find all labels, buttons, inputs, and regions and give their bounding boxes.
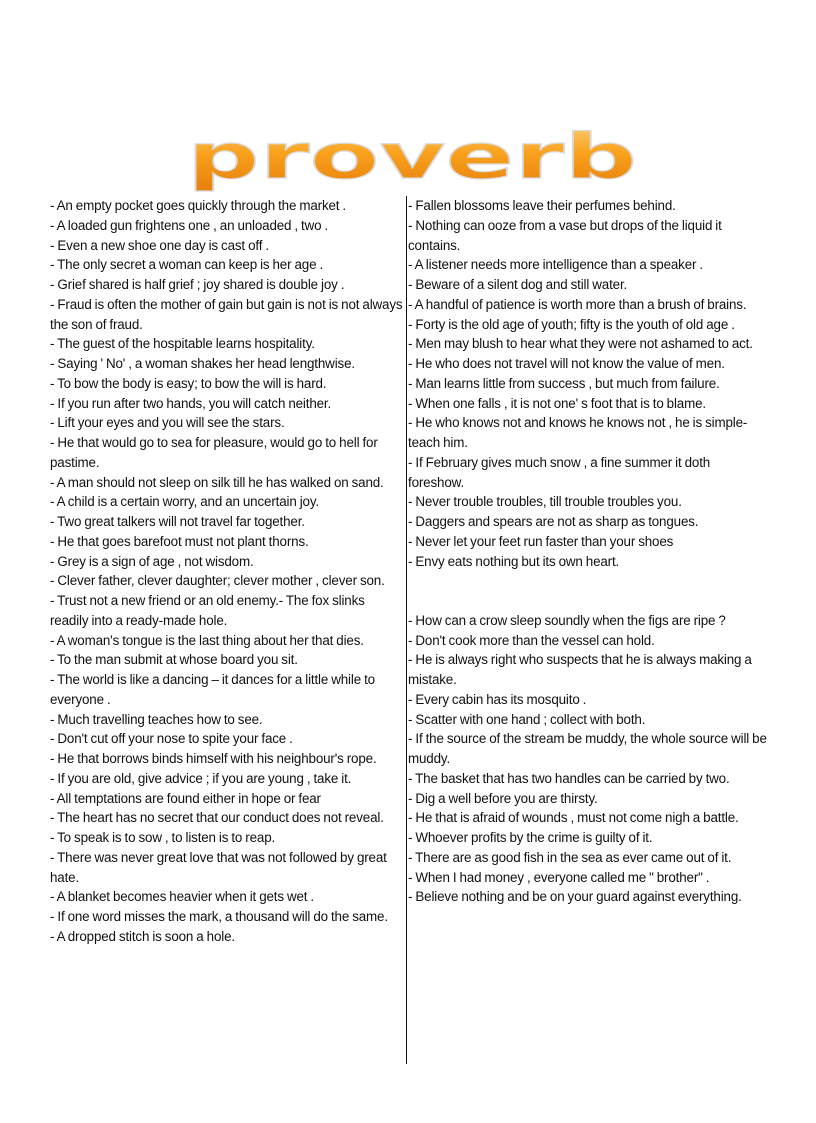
proverb-item: - Believe nothing and be on your guard against everything. — [408, 889, 742, 905]
proverb-item: - There are as good fish in the sea as ever came out of it. — [408, 849, 732, 865]
page-title-wordart — [184, 128, 640, 192]
proverb-item: - Never let your feet run faster than your shoes — [408, 533, 674, 549]
page-title-text: proverb — [187, 128, 637, 192]
proverb-item: - He that is afraid of wounds , must not come nigh a battle. — [408, 810, 739, 826]
proverb-item: - To bow the body is easy; to bow the will is hard. — [50, 375, 327, 391]
proverb-item: - A dropped stitch is soon a hole. — [50, 928, 235, 944]
proverb-item: - Envy eats nothing but its own heart. — [408, 553, 620, 569]
proverb-item: - Whoever profits by the crime is guilty of it. — [408, 830, 653, 845]
proverb-item: - The guest of the hospitable learns hospitality. — [50, 336, 315, 352]
right-column-bottom-list — [408, 611, 768, 907]
proverb-item: - He that would go to sea for pleasure, would go to hell for pastime. — [50, 435, 378, 470]
proverb-item: - If you run after two hands, you will catch neither. — [50, 395, 332, 411]
proverb-item: - A handful of patience is worth more than a brush of brains. — [408, 296, 747, 312]
proverb-item: - A blanket becomes heavier when it gets wet . — [50, 889, 315, 905]
proverb-item: - Lift your eyes and you will see the stars. — [50, 415, 285, 431]
proverb-item: - An empty pocket goes quickly through the market . — [50, 198, 346, 213]
proverb-item: - Man learns little from success , but much from failure. — [408, 375, 720, 391]
proverb-item: - Nothing can ooze from a vase but drops of the liquid it contains. — [408, 217, 722, 253]
proverb-item: - Forty is the old age of youth; fifty is the youth of old age . — [408, 316, 735, 332]
proverb-item: - How can a crow sleep soundly when the figs are ripe ? — [408, 612, 726, 628]
proverb-item: - Clever father, clever daughter; clever mother , clever son. — [50, 573, 385, 589]
proverb-item: - Two great talkers will not travel far together. — [50, 514, 305, 529]
proverb-item: - All temptations are found either in hope or fear — [50, 790, 321, 806]
proverb-item: - The world is like a dancing – it dances for a little while to everyone . — [50, 672, 375, 707]
proverb-item: - A loaded gun frightens one , an unloaded , two . — [50, 217, 329, 233]
proverb-item: - The basket that has two handles can be carried by two. — [408, 770, 730, 786]
right-column — [408, 196, 768, 907]
proverb-item: - Even a new shoe one day is cast off . — [50, 237, 269, 253]
proverb-item: - He that borrows binds himself with his neighbour's rope. — [50, 751, 377, 766]
proverb-item: - There was never great love that was not followed by great hate. — [50, 849, 387, 885]
proverb-item: - A listener needs more intelligence than a speaker . — [408, 257, 703, 273]
proverb-item: - Don't cut off your nose to spite your face . — [50, 731, 293, 747]
page-title — [184, 128, 640, 192]
proverb-item: - Never trouble troubles, till trouble troubles you. — [408, 494, 682, 510]
proverb-item: - Saying ' No' , a woman shakes her head lengthwise. — [50, 356, 355, 371]
proverb-item: - If the source of the stream be muddy, the whole source will be muddy. — [408, 731, 767, 766]
proverb-item: - Fallen blossoms leave their perfumes behind. — [408, 198, 676, 213]
proverb-item: - He who knows not and knows he knows not , he is simple- teach him. — [408, 415, 748, 450]
proverb-item: - Every cabin has its mosquito . — [408, 691, 587, 707]
proverb-item: - He that goes barefoot must not plant thorns. — [50, 533, 309, 549]
proverb-item: - Beware of a silent dog and still water. — [408, 277, 628, 292]
proverb-item: - A child is a certain worry, and an uncertain joy. — [50, 494, 319, 510]
proverb-item: - Daggers and spears are not as sharp as tongues. — [408, 514, 699, 529]
proverb-item: - He who does not travel will not know the value of men. — [408, 356, 725, 371]
proverb-item: - Trust not a new friend or an old enemy.- The fox slinks readily into a ready-made hole. — [50, 593, 365, 628]
proverb-item: - Grief shared is half grief ; joy shared is double joy . — [50, 277, 345, 292]
proverb-item: - Don't cook more than the vessel can hold. — [408, 632, 655, 648]
proverb-item: - To the man submit at whose board you sit. — [50, 652, 298, 668]
proverb-item: - If you are old, give advice ; if you are young , take it. — [50, 770, 352, 786]
column-divider — [406, 196, 407, 1064]
proverb-item: - When one falls , it is not one' s foot that is to blame. — [408, 395, 706, 411]
proverb-item: - Grey is a sign of age , not wisdom. — [50, 553, 254, 569]
proverb-item: - Much travelling teaches how to see. — [50, 711, 263, 727]
proverb-item: - Men may blush to hear what they were not ashamed to act. — [408, 336, 753, 352]
proverb-item: - The only secret a woman can keep is her age . — [50, 257, 324, 273]
proverb-item: - Fraud is often the mother of gain but gain is not is not always the son of fraud. — [50, 296, 403, 332]
proverb-item: - To speak is to sow , to listen is to reap. — [50, 830, 276, 845]
proverb-item: - A man should not sleep on silk till he has walked on sand. — [50, 474, 384, 490]
proverb-item: - When I had money , everyone called me " brother" . — [408, 869, 710, 885]
proverb-item: - If February gives much snow , a fine summer it doth foreshow. — [408, 454, 711, 490]
proverb-item: - If one word misses the mark, a thousand will do the same. — [50, 909, 388, 924]
proverb-item: - Scatter with one hand ; collect with both. — [408, 711, 646, 727]
left-column — [50, 196, 406, 947]
right-column-gap — [408, 571, 768, 611]
right-column-top-list — [408, 196, 768, 571]
proverb-item: - Dig a well before you are thirsty. — [408, 790, 598, 806]
proverb-item: - He is always right who suspects that he is always making a mistake. — [408, 652, 752, 687]
proverb-item: - A woman's tongue is the last thing about her that dies. — [50, 632, 364, 648]
proverb-item: - The heart has no secret that our conduct does not reveal. — [50, 810, 384, 826]
